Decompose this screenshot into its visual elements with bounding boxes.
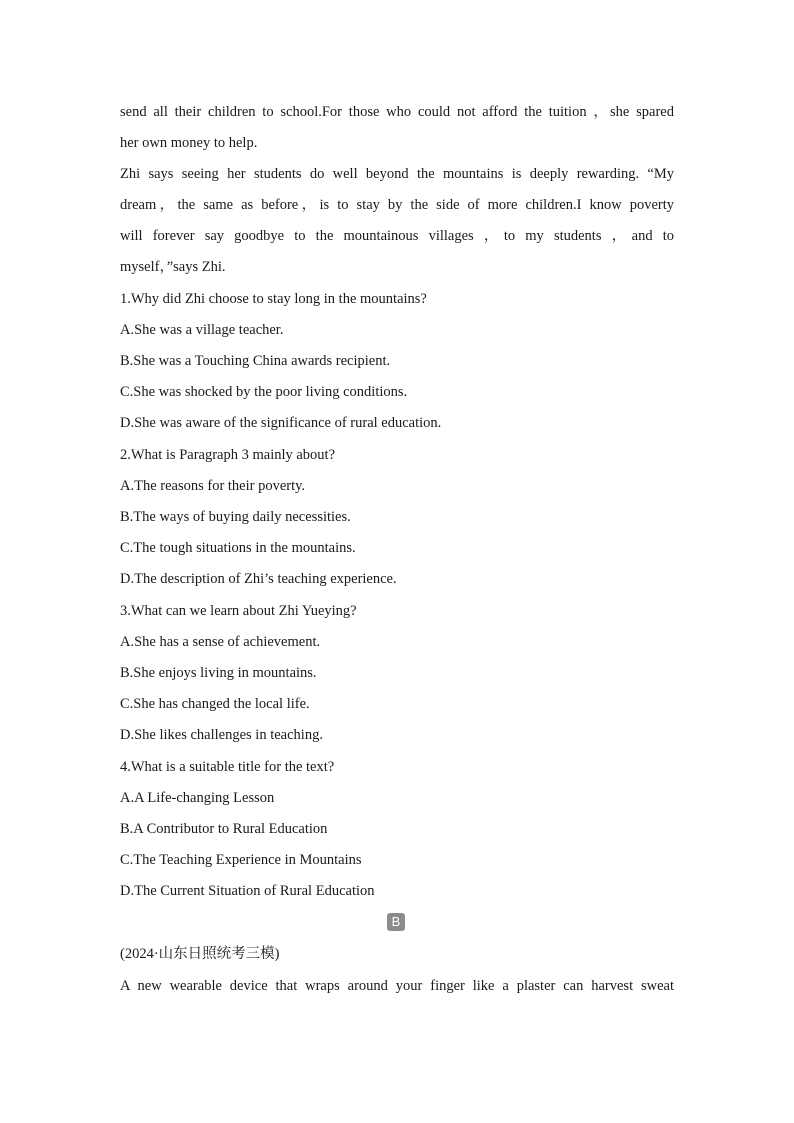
passage-line: will forever say goodbye to the mountainous villages ，to my students ，and to <box>120 228 674 244</box>
question-option: D.She was aware of the significance of rural education. <box>120 415 442 431</box>
question-option: C.The Teaching Experience in Mountains <box>120 852 362 868</box>
question-option: B.She enjoys living in mountains. <box>120 665 317 681</box>
question-option: A.The reasons for their poverty. <box>120 478 306 494</box>
passage-line: A new wearable device that wraps around your finger like a plaster can harvest sweat <box>120 978 674 994</box>
question-option: B.She was a Touching China awards recipient. <box>120 353 391 369</box>
question-stem: 1.Why did Zhi choose to stay long in the mountains? <box>120 291 427 307</box>
question-stem: 4.What is a suitable title for the text? <box>120 759 335 775</box>
question-stem: 2.What is Paragraph 3 mainly about? <box>120 447 336 463</box>
source-note: (2024·山东日照统考三模) <box>120 946 280 962</box>
question-option: B.The ways of buying daily necessities. <box>120 509 351 525</box>
question-option: C.She has changed the local life. <box>120 696 310 712</box>
passage-line: myself，”says Zhi. <box>120 259 226 275</box>
passage-line: her own money to help. <box>120 135 258 151</box>
question-option: A.She was a village teacher. <box>120 322 284 338</box>
question-option: C.The tough situations in the mountains. <box>120 540 356 556</box>
question-stem: 3.What can we learn about Zhi Yueying? <box>120 603 357 619</box>
question-option: A.She has a sense of achievement. <box>120 634 321 650</box>
question-option: C.She was shocked by the poor living conditions. <box>120 384 408 400</box>
question-option: D.The Current Situation of Rural Education <box>120 883 375 899</box>
question-option: B.A Contributor to Rural Education <box>120 821 328 837</box>
passage-line: send all their children to school.For those who could not afford the tuition ，she spared <box>120 104 674 120</box>
question-option: D.She likes challenges in teaching. <box>120 727 323 743</box>
section-badge: B <box>387 913 405 931</box>
question-option: D.The description of Zhi’s teaching experience. <box>120 571 397 587</box>
question-option: A.A Life-changing Lesson <box>120 790 275 806</box>
passage-line: Zhi says seeing her students do well beyond the mountains is deeply rewarding. “My <box>120 166 674 182</box>
passage-line: dream，the same as before，is to stay by the side of more children.I know poverty <box>120 197 674 213</box>
